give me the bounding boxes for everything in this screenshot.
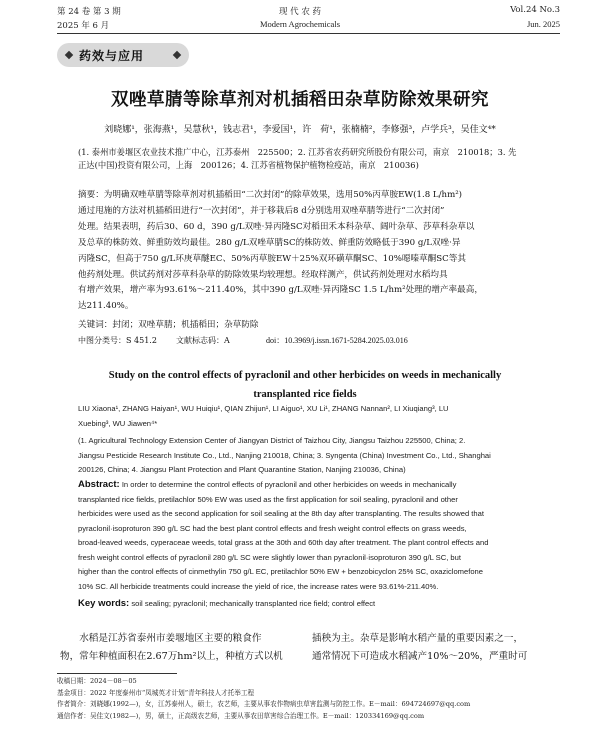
header-rule xyxy=(57,33,560,34)
footnote-funding: 基金项目：2022 年度泰州市“凤城英才计划”青年科技人才托举工程 xyxy=(57,688,255,697)
title-en-line: Study on the control effects of pyraclonil and other herbicides on weeds in mechanically xyxy=(108,370,502,381)
abstract-cn-line: 及总草的株防效、鲜重防效均最佳。280 g/L双唑草腈SC的株防效、鲜重防效略低于390 g/L双唑·异 xyxy=(78,237,461,248)
abstract-en-line: pyraclonil·isoproturon 390 g/L SC had the best plant control effects and fresh weight control effects on grass weeds, xyxy=(78,523,467,533)
keywords-en xyxy=(78,597,560,612)
header-volume-cn: 第 24 卷 第 3 期 xyxy=(57,7,121,17)
abstract-en-line: fresh weight control effects of pyraclonil 280 g/L SC were slightly lower than pyraclonil·isoproturon 390 g/L SC, but xyxy=(78,552,461,562)
paper-title-cn: 双唑草腈等除草剂对机插稻田杂草防除效果研究 xyxy=(111,90,489,110)
keywords-en-text: soil sealing; pyraclonil; mechanically transplanted rice field; control effect xyxy=(129,599,376,608)
header-volume-en: Vol.24 No.3 xyxy=(510,5,560,15)
abstract-cn-line: 有增产效果，增产率为93.61%～211.40%，其中390 g/L双唑·异丙隆SC 1.5 L/hm²处理的增产率最高， xyxy=(78,285,483,296)
header-journal-cn: 现 代 农 药 xyxy=(278,7,322,17)
authors-cn: 刘晓娜¹，张海燕¹，吴慧秋¹，钱志君¹，李爱国¹，许 荷¹，张楠楠²，李修强³，卢学兵³，吴佳文⁴* xyxy=(104,125,496,135)
document-code: 文献标志码：A xyxy=(176,336,230,345)
header-journal-en: Modern Agrochemicals xyxy=(259,19,341,29)
abstract-cn-line: 通过甩施的方法对机插稻田进行“一次封闭”，并于移栽后8 d分别选用双唑草腈等进行“二次封闭” xyxy=(78,205,445,216)
abstract-en-line: higher than the control effects of cinmethylin 750 g/L EC, pretilachlor 50% EW + benzobicyclon 25% SC, oxaziclomefone xyxy=(78,567,484,576)
affiliation-en-line: 200126, China; 4. Jiangsu Plant Protection and Plant Quarantine Station, Nanjing 210036, China) xyxy=(78,465,406,474)
abstract-cn-line: 丙隆SC，但高于750 g/L环庚草醚EC、50%丙草胺EW＋25%双环磺草酮SC、10%噁嗪草酮SC等其 xyxy=(78,253,466,264)
keywords-en-heading: Key words: xyxy=(78,598,130,609)
abstract-en-line: 10% SC. All herbicide treatments could increase the yield of rice, the increase rates were 93.61%-211.40%. xyxy=(78,581,439,591)
affiliation-cn-line: 正达(中国)投资有限公司，上海 200126；4. 江苏省植物保护植物检疫站，南京 210036) xyxy=(78,160,419,170)
affiliation-cn-line: (1. 泰州市姜堰区农业技术推广中心，江苏泰州 225500；2. 江苏省农药研究所股份有限公司，南京 210018；3. 先 xyxy=(78,147,517,157)
abstract-cn-line: 他药剂处理。供试药剂对莎草科杂草的防除效果均较理想。经取样测产，供试药剂处理对水稻均具 xyxy=(78,269,448,280)
body-line: 物，常年种植面积在2.67万hm²以上，种植方式以机 xyxy=(60,651,283,662)
doi: doi：10.3969/j.issn.1671-5284.2025.03.016 xyxy=(266,336,408,345)
section-label: 药效与应用 xyxy=(79,49,145,63)
body-line: 插秧为主。杂草是影响水稻产量的重要因素之一， xyxy=(312,633,524,644)
affiliation-en-line: Jiangsu Pesticide Research Institute Co., Ltd., Nanjing 210018, China; 3. Syngenta (China) Investment Co., Ltd., Shanghai xyxy=(78,450,491,460)
keywords-cn: 关键词：封闭；双唑草腈；机插稻田；杂草防除 xyxy=(78,320,259,330)
footnote-received: 收稿日期：2024－08－05 xyxy=(57,677,137,685)
authors-en-line: LIU Xiaona¹, ZHANG Haiyan¹, WU Huiqiu¹, QIAN Zhijun¹, LI Aiguo¹, XU Li¹, ZHANG Nannan², LI Xiuqiang³, LU xyxy=(78,404,449,413)
diamond-icon xyxy=(65,51,73,59)
footnotes xyxy=(57,676,557,722)
classification-number: 中图分类号：S 451.2 xyxy=(78,336,157,345)
abstract-cn-line: 摘要：为明确双唑草腈等除草剂对机插稻田“二次封闭”的除草效果，选用50%丙草胺EW(1.8 L/hm²) xyxy=(78,190,463,200)
footnote-corresponding: 通信作者：吴佳文(1982—)，男，硕士，正高级农艺师，主要从事农田草害综合治理工作。E－mail：120334169@qq.com xyxy=(57,711,425,720)
abstract-cn-line: 达211.40%。 xyxy=(78,301,134,312)
footnote-rule xyxy=(57,673,177,674)
abstract-en-line: herbicides were used as the second application for soil sealing at the 8th day after transplanting. The results showed that xyxy=(78,509,484,518)
affiliation-en xyxy=(78,434,560,478)
body-column-right xyxy=(312,630,557,666)
abstract-en xyxy=(78,478,560,594)
paper-title-en xyxy=(70,366,540,404)
affiliation-en-line: (1. Agricultural Technology Extension Center of Jiangyan District of Taizhou City, Jiangsu Taizhou 225500, China; 2. xyxy=(78,436,466,445)
authors-en-line: Xuebing³, WU Jiawen⁴* xyxy=(78,418,158,428)
body-line: 水稻是江苏省泰州市姜堰地区主要的粮食作 xyxy=(79,633,262,644)
header-date-en: Jun. 2025 xyxy=(526,19,560,29)
header-date-cn: 2025 年 6 月 xyxy=(57,21,110,31)
abstract-en-line: broad-leaved weeds, cyperaceae weeds, total grass at the 30th and 60th day after treatment. The plant control effects and xyxy=(78,538,489,547)
body-column-left xyxy=(60,630,300,666)
abstract-cn-line: 处理。结果表明，药后30、60 d，390 g/L双唑·异丙隆SC对稻田禾本科杂草、阔叶杂草、莎草科杂草以 xyxy=(78,221,475,232)
footnote-author: 作者简介：刘晓娜(1992—)，女，江苏泰州人，硕士，农艺师，主要从事农作物病虫草害监测与防控工作。E－mail：694724697@qq.com xyxy=(57,700,471,708)
diamond-icon xyxy=(173,51,181,59)
abstract-en-heading: Abstract: xyxy=(78,479,120,490)
authors-en xyxy=(78,402,560,431)
abstract-en-line: In order to determine the control effects of pyraclonil and other herbicides on weeds in mechanically xyxy=(119,480,457,489)
title-en-line: transplanted rice fields xyxy=(253,389,357,400)
abstract-cn xyxy=(78,188,560,315)
abstract-en-line: transplanted rice fields, pretilachlor 50% EW was used as the first application for soil sealing, pyraclonil and other xyxy=(78,494,458,504)
body-line: 通常情况下可造成水稻减产10%～20%，严重时可 xyxy=(312,651,528,662)
section-badge xyxy=(57,43,189,67)
